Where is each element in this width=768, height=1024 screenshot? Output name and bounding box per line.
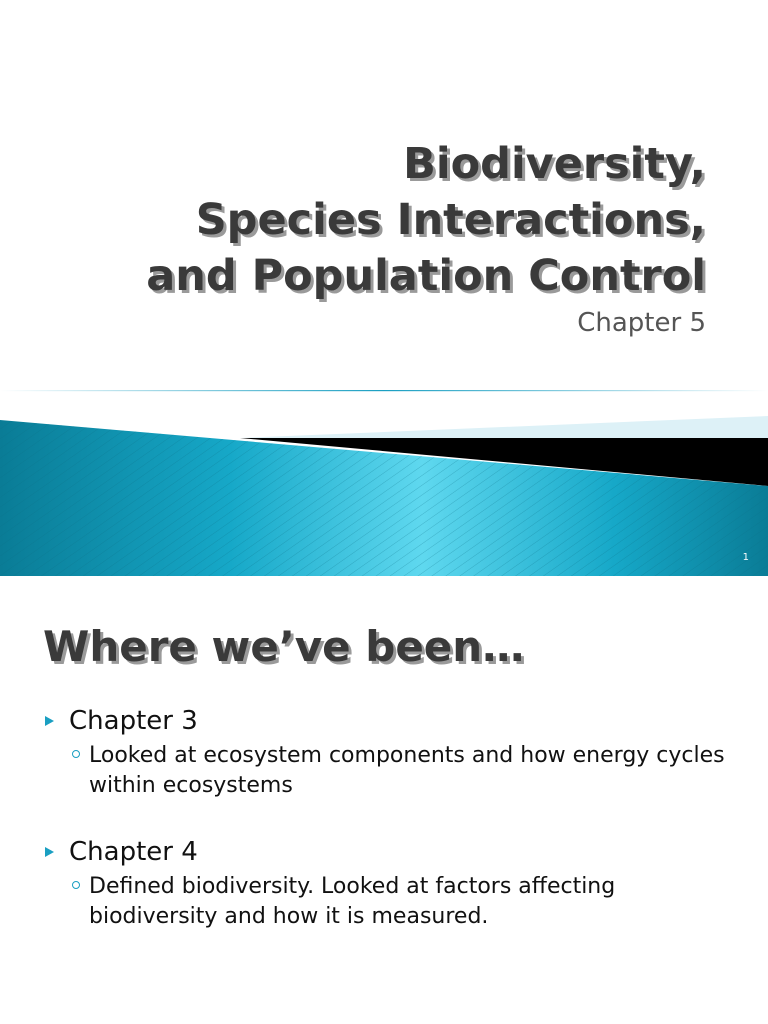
sub-bullet-text: Defined biodiversity. Looked at factors affecting biodiversity and how it is measured.: [89, 874, 616, 929]
sub-bullet-text: Looked at ecosystem components and how energy cycles within ecosystems: [89, 743, 725, 798]
slide-subtitle: Chapter 5: [577, 308, 706, 338]
bullet-list: [45, 704, 735, 966]
triangle-bullet-icon: [45, 847, 54, 857]
title-line: Biodiversity,: [403, 139, 706, 189]
decorative-banner: [0, 380, 768, 576]
bullet-label: Chapter 3: [69, 706, 198, 736]
sub-bullet: [72, 741, 735, 801]
list-item: [45, 835, 735, 932]
list-item: [45, 704, 735, 801]
title-line: Species Interactions,: [195, 195, 706, 245]
triangle-bullet-icon: [45, 716, 54, 726]
title-line: and Population Control: [146, 251, 706, 301]
bullet-label: Chapter 4: [69, 837, 198, 867]
slide-title: [26, 136, 706, 304]
content-slide: [0, 576, 768, 1024]
slide-title: Where we’ve been…: [43, 622, 525, 671]
slide-number: 1: [742, 552, 749, 563]
divider-line: [0, 390, 768, 391]
circle-bullet-icon: [72, 881, 80, 889]
circle-bullet-icon: [72, 750, 80, 758]
light-wedge: [240, 416, 768, 438]
sub-bullet: [72, 872, 735, 932]
